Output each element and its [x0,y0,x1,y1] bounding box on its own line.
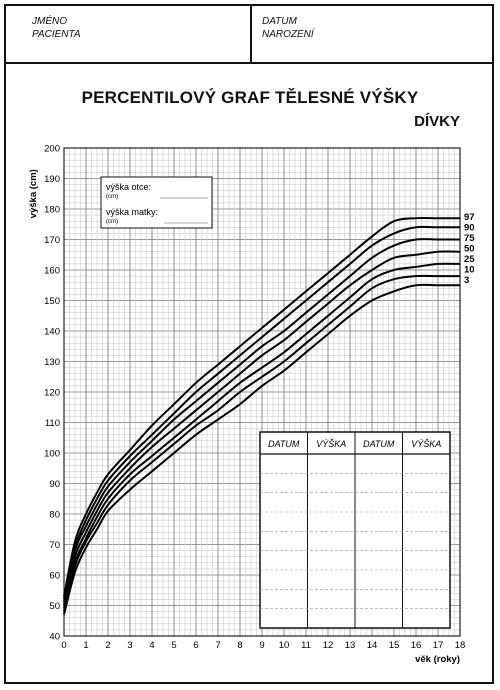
chart-subtitle: DÍVKY [414,113,460,130]
birth-date-label-line2: NAROZENÍ [262,29,314,40]
mother-height-unit: (cm) [106,219,118,225]
record-table-header-height: VÝŠKA [316,439,347,449]
x-tick-label: 8 [237,640,243,651]
x-axis-label: věk (roky) [415,654,460,665]
x-tick-label: 10 [278,640,290,651]
percentile-label-97: 97 [464,212,475,223]
x-tick-label: 0 [61,640,67,651]
x-tick-label: 17 [432,640,444,651]
x-tick-label: 6 [193,640,199,651]
patient-name-label-line2: PACIENTA [32,29,81,40]
x-tick-label: 14 [366,640,378,651]
x-tick-label: 7 [215,640,221,651]
y-tick-label: 150 [44,296,60,307]
patient-name-label-line1: JMÉNO [32,16,67,27]
y-tick-label: 60 [49,570,60,582]
birth-date-label-line1: DATUM [262,16,297,27]
y-tick-label: 80 [49,509,60,521]
percentile-label-90: 90 [464,222,475,234]
y-tick-label: 170 [44,235,60,246]
y-tick-label: 160 [44,265,60,277]
percentile-labels [464,212,475,286]
x-tick-label: 12 [322,640,334,651]
x-tick-label: 3 [127,640,133,651]
y-tick-label: 90 [49,479,60,490]
x-tick-label: 16 [410,640,422,651]
x-tick-label: 1 [83,640,89,651]
x-tick-label: 5 [171,640,177,651]
mother-height-label: výška matky: [106,207,159,217]
y-tick-label: 190 [44,174,60,185]
record-table-header-height: VÝŠKA [411,439,442,449]
x-tick-label: 9 [259,640,265,651]
y-tick-label: 40 [49,631,60,643]
percentile-label-75: 75 [464,233,475,244]
x-tick-label: 4 [149,640,155,651]
x-tick-label: 18 [454,640,466,651]
measurement-record-table [260,432,450,628]
y-tick-label: 120 [44,387,60,399]
percentile-label-25: 25 [464,254,475,265]
y-tick-label: 180 [44,204,60,216]
percentile-label-10: 10 [464,264,475,276]
y-tick-label: 110 [44,418,60,429]
x-tick-label: 15 [388,640,400,651]
record-table-header-date: DATUM [268,439,300,449]
chart-title: PERCENTILOVÝ GRAF TĚLESNÉ VÝŠKY [81,88,419,107]
x-tick-label: 2 [105,640,111,651]
y-tick-label: 140 [44,326,60,338]
x-tick-label: 13 [344,640,356,651]
percentile-label-3: 3 [464,275,470,286]
father-height-label: výška otce: [106,182,152,192]
percentile-label-50: 50 [464,243,475,255]
x-tick-label: 11 [301,640,311,651]
y-axis-label: výška (cm) [28,169,39,219]
y-tick-label: 200 [44,143,60,155]
y-tick-label: 70 [49,540,60,551]
parents-height-box [101,177,212,228]
y-tick-label: 100 [44,448,60,460]
y-tick-label: 130 [44,357,60,368]
father-height-unit: (cm) [106,194,118,200]
record-table-header-date: DATUM [363,439,395,449]
y-tick-label: 50 [49,601,60,612]
